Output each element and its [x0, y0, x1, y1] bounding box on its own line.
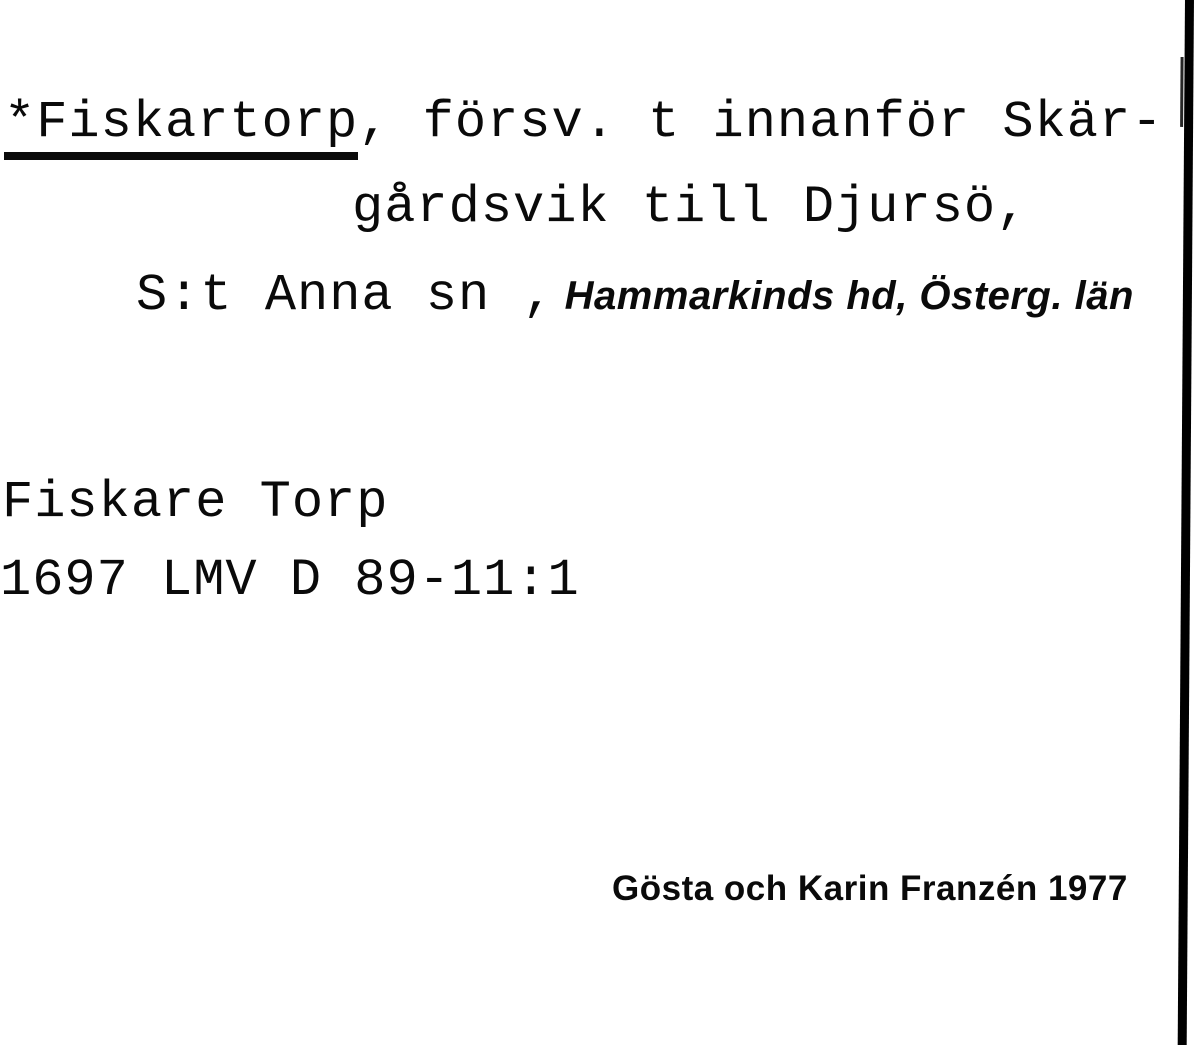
- record-source-reference: 1697 LMV D 89-11:1: [0, 551, 580, 610]
- parish-typed: S:t Anna sn ,: [136, 266, 555, 325]
- parish-district-line: [136, 266, 1134, 325]
- entry-continuation-line: gårdsvik till Djursö,: [352, 178, 1029, 237]
- district-printed: Hammarkinds hd, Österg. län: [564, 274, 1134, 318]
- headword-line-rest: , försv. t innanför Skär-: [358, 93, 1164, 152]
- collector-credit: Gösta och Karin Franzén 1977: [612, 869, 1128, 908]
- scan-edge-line: [1178, 0, 1194, 1045]
- record-name-form: Fiskare Torp: [2, 473, 389, 532]
- headword-underlined: *Fiskartorp: [4, 96, 358, 160]
- entry-headword-line: [4, 93, 1164, 160]
